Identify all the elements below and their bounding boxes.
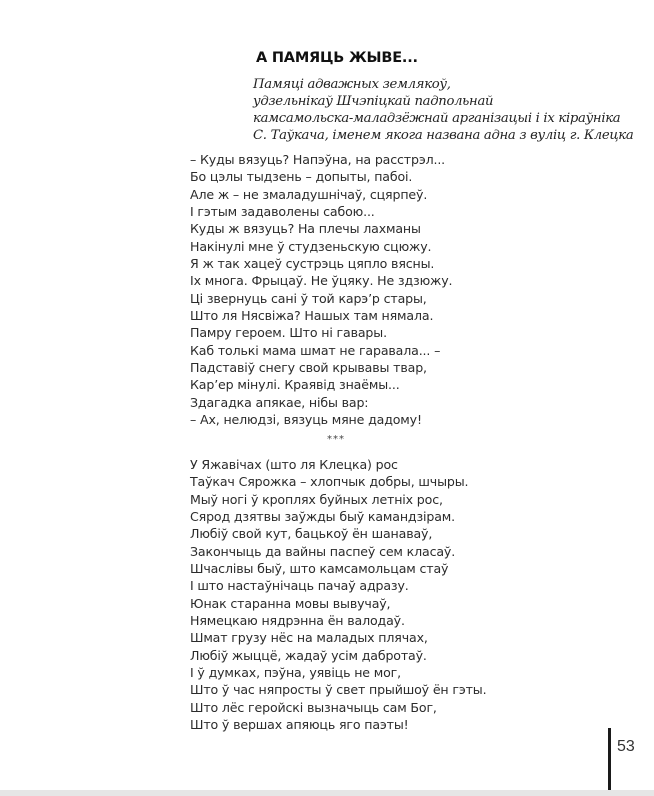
poem-line: Што лёс геройскі вызначыць сам Бог, — [190, 699, 437, 715]
dedication-line: Памяці адважных землякоў, — [253, 77, 451, 92]
poem-line: І што настаўнічаць пачаў адразу. — [190, 578, 409, 594]
poem-line: Шчаслівы быў, што камсамольцам стаў — [190, 561, 449, 577]
poem-line: Сярод дзятвы заўжды быў камандзірам. — [190, 509, 455, 525]
page-number: 53 — [617, 738, 635, 755]
poem-line: Закончыць да вайны паспеў сем класаў. — [190, 543, 456, 559]
poem-line: Бо цэлы тыдзень – допыты, пабоі. — [190, 169, 413, 185]
poem-line: І ў думках, пэўна, уявіць не мог, — [190, 665, 401, 681]
poem-line: Каб толькі мама шмат не гаравала... – — [190, 342, 441, 358]
poem-line: Мыў ногі ў кроплях буйных летніх рос, — [190, 491, 443, 507]
poem-line: Што ля Нясвіжа? Нашых там нямала. — [190, 308, 434, 324]
poem-line: Любіў свой кут, бацькоў ён шанаваў, — [190, 526, 433, 542]
poem-line: Здагадка апякае, нібы вар: — [190, 394, 369, 410]
poem-line: Я ж так хацеў сустрэць цяпло вясны. — [190, 256, 435, 272]
poem-title: А ПАМЯЦЬ ЖЫВЕ... — [256, 50, 418, 66]
poem-line: Кар’ер мінулі. Краявід знаёмы... — [190, 377, 400, 393]
poem-line: Таўкач Сярожка – хлопчык добры, шчыры. — [190, 474, 469, 490]
poem-line: Што ў вершах апяюць яго паэты! — [190, 717, 409, 733]
page-bottom-edge — [0, 790, 654, 796]
poem-line: Што ў час няпросты ў свет прыйшоў ён гэты. — [190, 682, 487, 698]
poem-line: Любіў жыццё, жадаў усім дабротаў. — [190, 647, 427, 663]
dedication-line: С. Таўкача, іменем якога названа адна з вуліц г. Клецка — [253, 128, 634, 143]
stanza-2 — [190, 456, 510, 734]
poem-line: Ці звернуць сані ў той карэ’р стары, — [190, 290, 427, 306]
poem-line: – Ах, нелюдзі, вязуць мяне дадому! — [190, 412, 422, 428]
page-number-rule — [608, 728, 611, 792]
stanza-1 — [190, 151, 510, 429]
stanza-separator: *** — [327, 434, 345, 445]
poem-line: Нямецкаю нядрэнна ён валодаў. — [190, 613, 405, 629]
poem-line: Памру героем. Што ні гавары. — [190, 325, 387, 341]
poem-line: Але ж – не змаладушнічаў, сцярпеў. — [190, 186, 428, 202]
dedication — [253, 76, 633, 144]
poem-line: Шмат грузу нёс на маладых плячах, — [190, 630, 428, 646]
poem-line: Накінулі мне ў студзеньскую сцюжу. — [190, 238, 432, 254]
poem-line: Куды ж вязуць? На плечы лахманы — [190, 221, 421, 237]
dedication-line: удзельнікаў Шчэпіцкай падпольнай — [253, 94, 494, 109]
poem-line: – Куды вязуць? Напэўна, на расстрэл... — [190, 152, 446, 167]
poem-line: У Яжавічах (што ля Клецка) рос — [190, 457, 398, 472]
poem-line: І гэтым задаволены сабою... — [190, 204, 375, 220]
poem-line: Іх многа. Фрыцаў. Не ўцяку. Не здзюжу. — [190, 273, 453, 289]
poem-line: Юнак старанна мовы вывучаў, — [190, 595, 391, 611]
dedication-line: камсамольска-маладзёжнай арганізацыі і іх кіраўніка — [253, 111, 621, 126]
poem-line: Падставіў снегу свой крывавы твар, — [190, 360, 427, 376]
